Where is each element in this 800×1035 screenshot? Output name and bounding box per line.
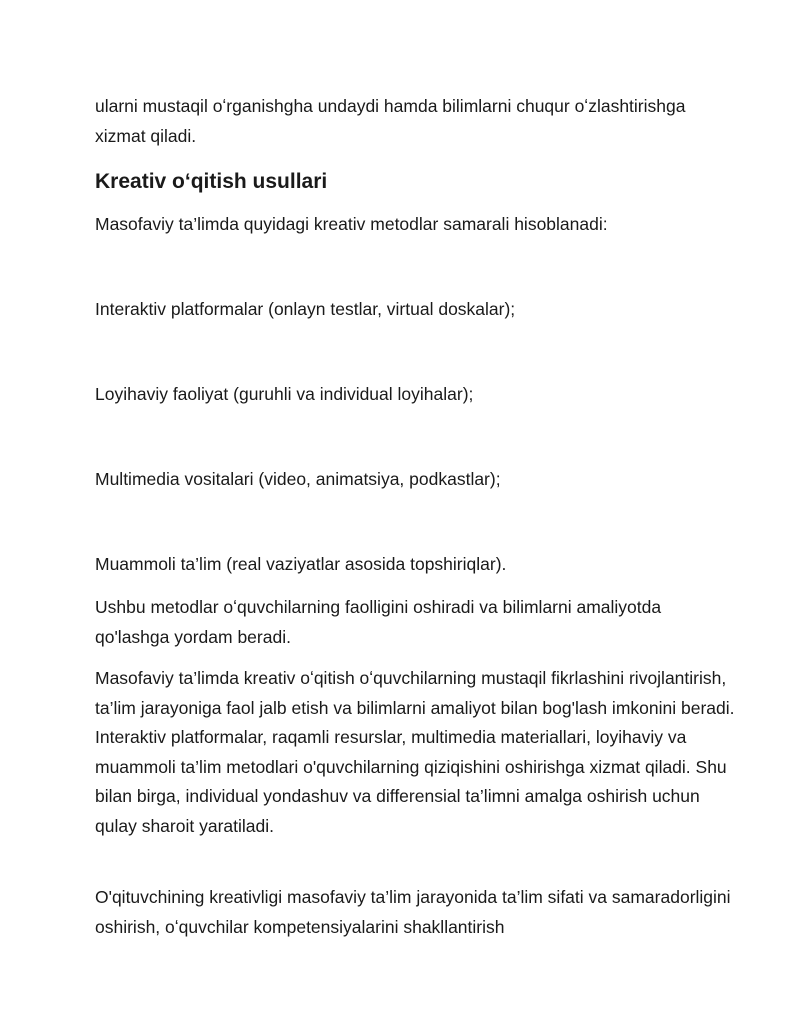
lead-sentence: Masofaviy ta’limda quyidagi kreativ metodlar samarali hisoblanadi: bbox=[95, 214, 608, 234]
method-item-project-activity: Loyihaviy faoliyat (guruhli va individual loyihalar); bbox=[95, 384, 474, 404]
section-heading: Kreativ oʻqitish usullari bbox=[95, 170, 328, 193]
intro-paragraph: ularni mustaqil oʻrganishgha undaydi hamda bilimlarni chuqur oʻzlashtirishga xizmat qiladi. bbox=[95, 96, 686, 146]
method-item-problem-based-learning: Muammoli ta’lim (real vaziyatlar asosida topshiriqlar). bbox=[95, 554, 507, 574]
methods-summary-paragraph: Ushbu metodlar oʻquvchilarning faolligini oshiradi va bilimlarni amaliyotda qo'lashga yordam beradi. bbox=[95, 597, 662, 647]
method-item-interactive-platforms: Interaktiv platformalar (onlayn testlar, virtual doskalar); bbox=[95, 299, 516, 319]
body-paragraph: Masofaviy ta’limda kreativ oʻqitish oʻquvchilarning mustaqil fikrlashini rivojlantirish, ta’lim jarayoniga faol jalb etish va bilimlarni amaliyot bilan bog'lash imkonini beradi. Interaktiv platformalar, raqamli resurslar, multimedia materiallari, loyihaviy va muammoli ta’lim metodlari o'quvchilarning qiziqishini oshirishga xizmat qiladi. Shu bilan birga, individual yondashuv va differensial ta’limni amalga oshirish uchun qulay sharoit yaratiladi. bbox=[95, 668, 735, 836]
method-item-multimedia-tools: Multimedia vositalari (video, animatsiya, podkastlar); bbox=[95, 469, 501, 489]
closing-paragraph: O'qituvchining kreativligi masofaviy ta’lim jarayonida ta’lim sifati va samaradorligini oshirish, oʻquvchilar kompetensiyalarini shakllantirish bbox=[95, 887, 731, 937]
